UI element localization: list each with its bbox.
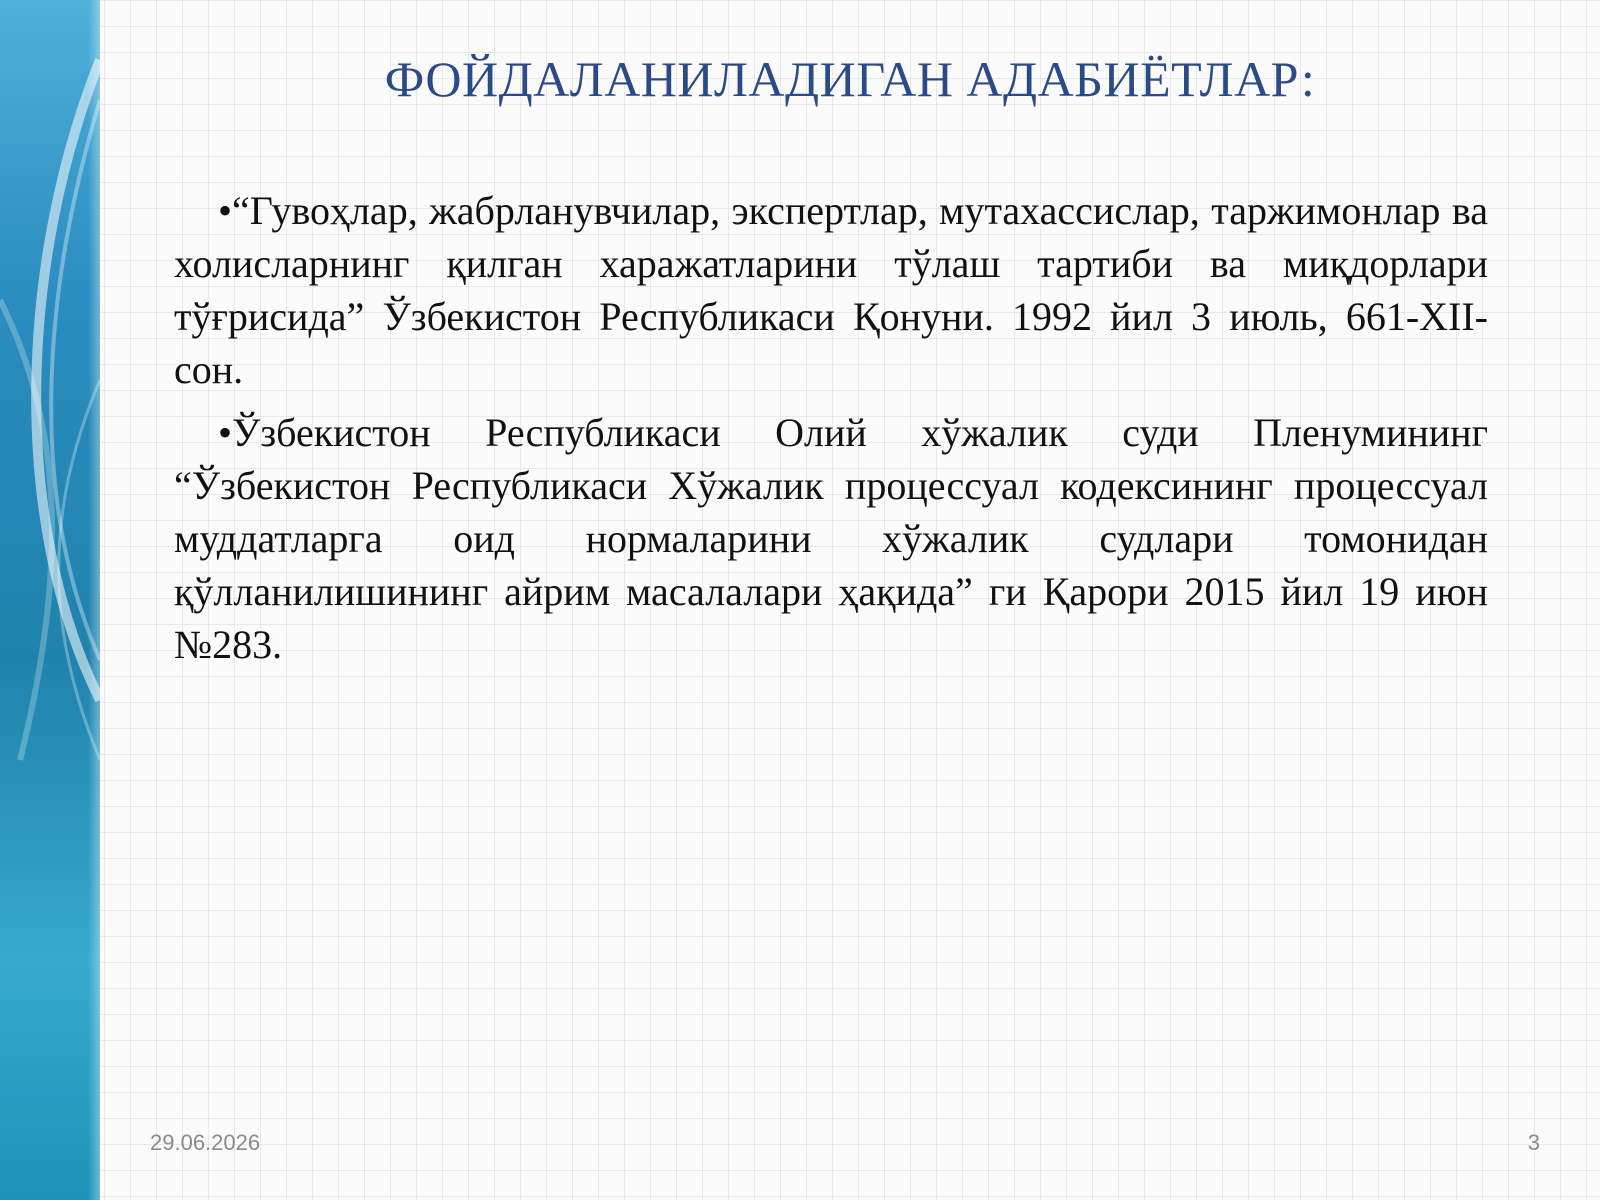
- decorative-side-band: [0, 0, 100, 1200]
- reference-item: •“Гувоҳлар, жабрланувчилар, экспертлар, мутахассислар, таржимонлар ва холисларнинг қилган харажатларини тўлаш тартиби ва миқдорлари тўғрисида” Ўзбекистон Республикаси Қонуни. 1992 йил 3 июль, 661-XII-сон.: [174, 188, 1488, 392]
- reference-item: •Ўзбекистон Республикаси Олий хўжалик суди Пленумининг “Ўзбекистон Республикаси Хўжалик процессуал кодексининг процессуал муддатларга оид нормаларини хўжалик судлари томонидан қўлланилишининг айрим масалалари ҳақида” ги Қарори 2015 йил 19 июн №283.: [174, 410, 1488, 667]
- references-list: [174, 184, 1488, 681]
- page-number: 3: [1527, 1130, 1540, 1155]
- wave-decoration: [0, 0, 100, 1200]
- footer-date: 29.06.2026: [150, 1130, 261, 1155]
- slide-title: ФОЙДАЛАНИЛАДИГАН АДАБИЁТЛАР:: [384, 51, 1316, 107]
